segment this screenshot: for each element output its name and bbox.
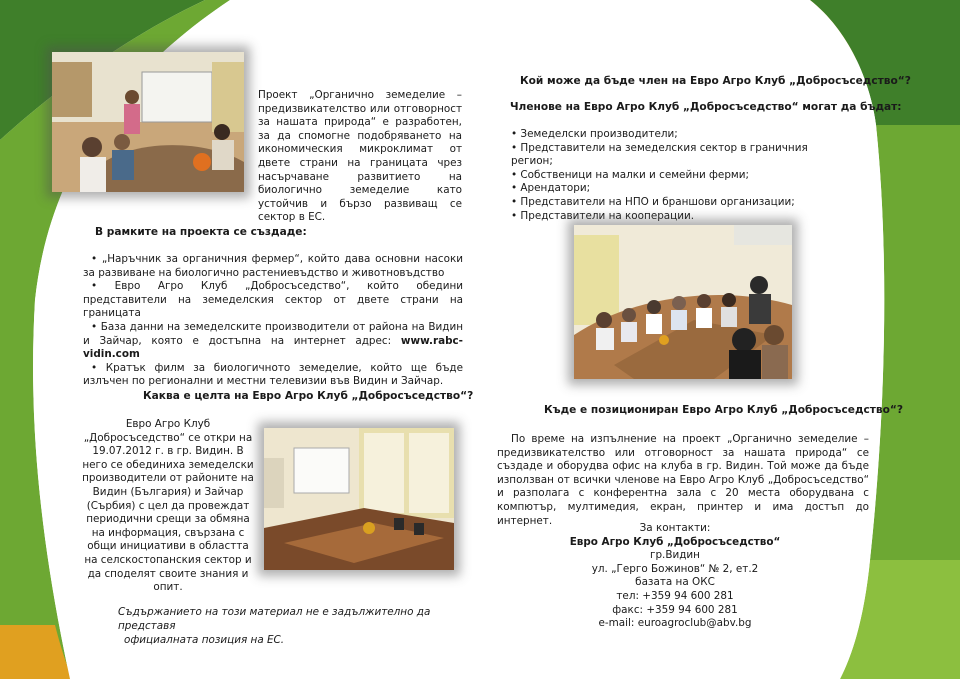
disclaimer-line-1: Съдържанието на този материал не е задължително да представя bbox=[118, 606, 431, 632]
created-item-club: • Евро Агро Клуб „Добросъседство“, който обедини представители на земеделския сектор от двете страни на границата bbox=[83, 280, 463, 320]
disclaimer bbox=[118, 605, 478, 647]
member-item: • Представители на НПО и браншови организации; bbox=[511, 195, 795, 208]
members-subheading: Членове на Евро Агро Клуб „Добросъседство“ могат да бъдат: bbox=[510, 101, 902, 113]
contacts-email[interactable]: e-mail: euroagroclub@abv.bg bbox=[598, 617, 752, 630]
project-intro-text: Проект „Органично земеделие – предизвикателство или отговорност за нашата природа“ е разработен, за да спомогне подобряването на икономическия микроклимат от двете страни на границата чрез насърчаване развитието на биологично земеделие като устойчив и бързо развиващ се сектор в ЕС. bbox=[258, 89, 462, 224]
club-goal-text: Евро Агро Клуб „Добросъседство“ се откри на 19.07.2012 г. в гр. Видин. В него се обединиха земеделски производители от районите на Видин (България) и Зайчар (Сърбия) с цел да провеждат периодични срещи за обмяна на информация, свързана с общи инициативи в областта на селскостопанския сектор и да споделят своите знания и опит. bbox=[82, 418, 254, 594]
created-item-database bbox=[83, 321, 463, 362]
members-meeting-photo bbox=[574, 225, 792, 379]
contacts-org: Евро Агро Клуб „Добросъседство“ bbox=[569, 535, 781, 548]
member-item: • Земеделски производители; bbox=[511, 128, 678, 140]
workshop-presentation-photo bbox=[52, 52, 244, 192]
location-text: По време на изпълнение на проект „Органично земеделие – предизвикателство или отговорност за нашата природа“ се създаде и оборудва офис на клуба в гр. Видин. Той може да бъде използван от всички членове на Евро Агро Клуб „Добросъседство“ и разполага с конферентна зала с 20 места оборудвана с компютър, мултимедия, екран, принтер и има достъп до интернет. bbox=[497, 433, 869, 527]
members-list bbox=[511, 128, 841, 223]
contacts-phone[interactable]: тел: +359 94 600 281 bbox=[616, 589, 734, 602]
membership-heading: Кой може да бъде член на Евро Агро Клуб „Добросъседство“? bbox=[520, 75, 911, 87]
member-item: • Арендатори; bbox=[511, 182, 591, 195]
conference-room-photo bbox=[264, 428, 454, 570]
contacts-fax: факс: +359 94 600 281 bbox=[612, 603, 738, 616]
disclaimer-line-2: официалната позиция на ЕС. bbox=[124, 634, 285, 646]
project-created-heading: В рамките на проекта се създаде: bbox=[95, 226, 307, 238]
contacts-label: За контакти: bbox=[639, 522, 711, 534]
project-created-list bbox=[83, 253, 463, 389]
created-item-database-text: • База данни на земеделските производители от района на Видин и Зайчар, която е достъпна на интернет адрес: bbox=[83, 320, 463, 347]
member-item: • Представители на кооперации. bbox=[511, 209, 695, 222]
contacts-building: базата на ОКС bbox=[635, 576, 715, 589]
database-link[interactable]: www.rabc-vidin.com bbox=[83, 334, 463, 361]
contacts-city: гр.Видин bbox=[650, 549, 700, 562]
contacts-block bbox=[560, 522, 790, 631]
member-item: • Собственици на малки и семейни ферми; bbox=[511, 168, 750, 181]
location-heading: Къде е позициониран Евро Агро Клуб „Добросъседство“? bbox=[544, 404, 904, 416]
member-item: • Представители на земеделския сектор в граничния регион; bbox=[511, 141, 808, 168]
created-item-handbook: • „Наръчник за органичния фермер“, който дава основни насоки за развиване на биологично растениевъдство и животновъдство bbox=[83, 253, 463, 279]
contacts-street: ул. „Герго Божинов“ № 2, ет.2 bbox=[591, 562, 759, 575]
club-goal-heading: Каква е целта на Евро Агро Клуб „Добросъседство“? bbox=[143, 390, 474, 402]
created-item-film: • Кратък филм за биологичното земеделие, който ще бъде излъчен по регионални и местни телевизии във Видин и Зайчар. bbox=[83, 361, 463, 388]
